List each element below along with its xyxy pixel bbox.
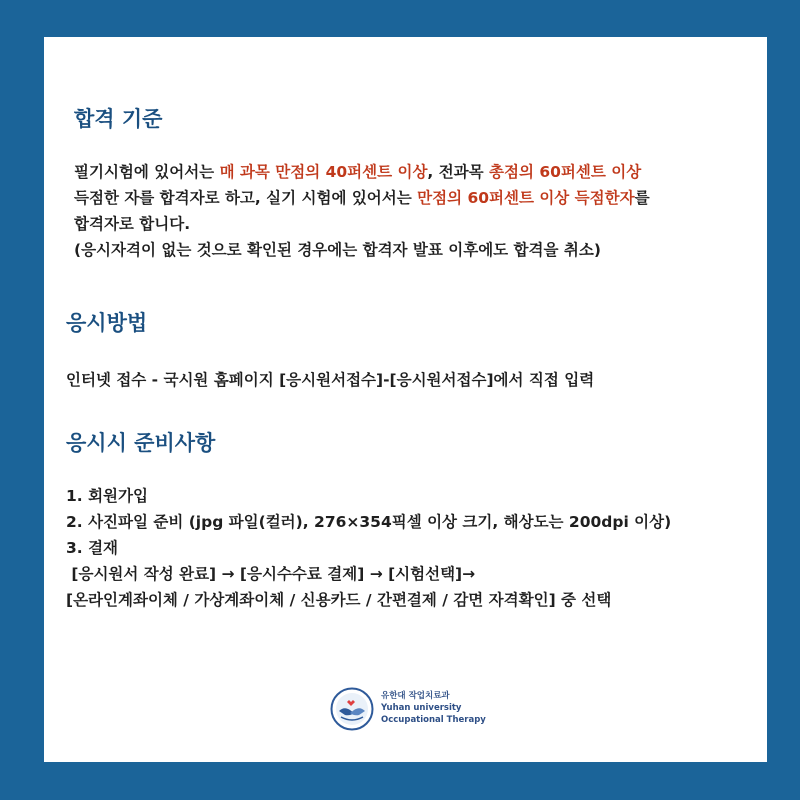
prep-item-3: 3. 결재 <box>66 539 119 557</box>
criteria-line-3: 합격자로 합니다. <box>74 215 191 233</box>
criteria-line-2-part-a: 득점한 자를 합격자로 하고, 실기 시험에 있어서는 <box>74 189 418 207</box>
criteria-title: 합격 기준 <box>74 107 163 131</box>
prep-payment-options: [온라인계좌이체 / 가상계좌이체 / 신용카드 / 간편결제 / 감면 자격확인] 중 선택 <box>66 591 612 609</box>
prep-payment-flow: [응시원서 작성 완료] → [응시수수료 결제] → [시험선택]→ <box>66 565 476 583</box>
method-title: 응시방법 <box>66 311 148 335</box>
criteria-line-2-part-c: 를 <box>634 189 650 207</box>
method-text: 인터넷 접수 - 국시원 홈페이지 [응시원서접수]-[응시원서접수]에서 직접 입력 <box>66 371 595 389</box>
content-card <box>44 37 767 762</box>
logo-line-korean: 유한대 작업치료과 <box>381 691 450 701</box>
criteria-line-1-part-a: 필기시험에 있어서는 <box>74 163 220 181</box>
criteria-highlight-practical: 만점의 60퍼센트 이상 득점한자 <box>417 189 635 207</box>
logo-line-department: Occupational Therapy <box>381 715 486 725</box>
prep-item-1: 1. 회원가입 <box>66 487 148 505</box>
criteria-highlight-total: 총점의 60퍼센트 이상 <box>489 163 642 181</box>
prep-item-2: 2. 사진파일 준비 (jpg 파일(컬러), 276×354픽셀 이상 크기, 해상도는 200dpi 이상) <box>66 513 672 531</box>
criteria-line-1-part-c: , 전과목 <box>427 163 490 181</box>
logo-line-university: Yuhan university <box>381 703 462 713</box>
criteria-line-2 <box>74 185 650 211</box>
department-logo <box>330 687 486 731</box>
criteria-highlight-subject: 매 과목 만점의 40퍼센트 이상 <box>219 163 428 181</box>
logo-text <box>381 690 486 726</box>
prep-title: 응시시 준비사항 <box>66 431 216 455</box>
criteria-line-4: (응시자격이 없는 것으로 확인된 경우에는 합격자 발표 이후에도 합격을 취소) <box>74 241 601 259</box>
hands-heart-icon <box>330 687 374 731</box>
criteria-line-1 <box>74 159 641 185</box>
